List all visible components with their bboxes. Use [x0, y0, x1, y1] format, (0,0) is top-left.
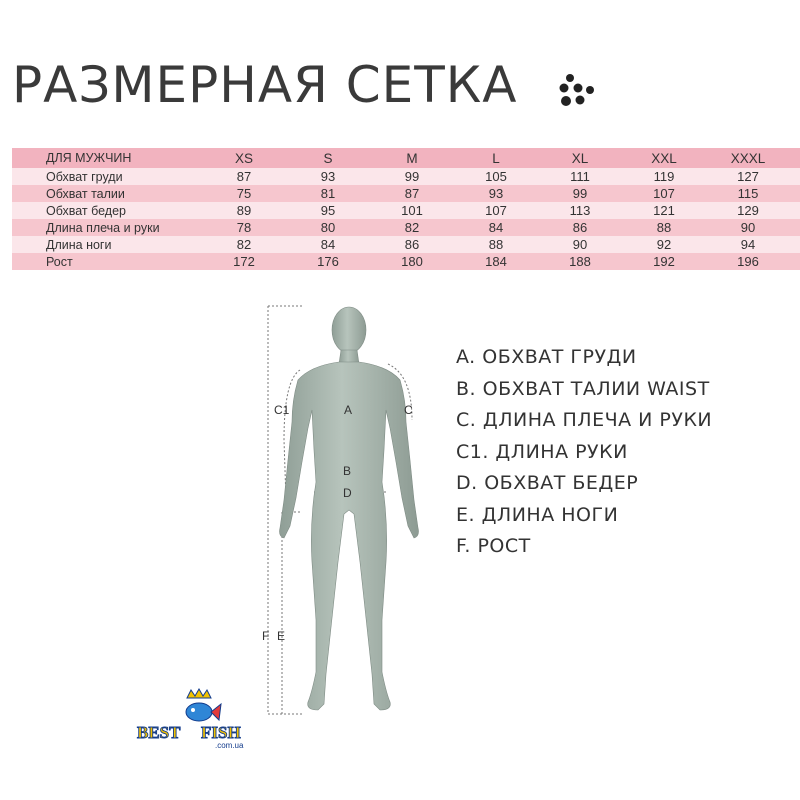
- table-cell: 111: [570, 169, 590, 184]
- table-cell: 95: [320, 203, 336, 218]
- logo-domain: .com.ua: [215, 741, 244, 750]
- table-cell: 82: [404, 220, 420, 235]
- table-cell: 172: [233, 254, 255, 269]
- size-header: XXL: [651, 150, 677, 166]
- table-cell: 119: [653, 169, 675, 184]
- bestfish-logo: [135, 688, 260, 754]
- legend-item: E. ДЛИНА НОГИ: [456, 503, 619, 526]
- size-header: XL: [571, 150, 589, 166]
- legend-item: A. ОБХВАТ ГРУДИ: [456, 346, 637, 368]
- table-cell: 78: [236, 220, 252, 235]
- table-cell: 92: [656, 237, 672, 252]
- label-f: F: [262, 629, 270, 643]
- legend-item: F. РОСТ: [456, 535, 531, 557]
- table-cell: 107: [653, 186, 675, 201]
- table-header-label: ДЛЯ МУЖЧИН: [46, 151, 132, 165]
- table-cell: 84: [488, 220, 504, 235]
- label-c1: C1: [274, 403, 290, 417]
- table-cell: 90: [740, 220, 756, 235]
- row-label: Рост: [46, 254, 73, 269]
- size-header: S: [323, 150, 333, 166]
- size-header: M: [406, 150, 418, 166]
- label-a: A: [344, 403, 353, 417]
- table-cell: 86: [572, 220, 588, 235]
- size-table: [12, 148, 800, 270]
- table-row: [12, 253, 800, 270]
- table-cell: 80: [320, 220, 336, 235]
- table-row: [12, 202, 800, 219]
- legend-item: C. ДЛИНА ПЛЕЧА И РУКИ: [456, 409, 713, 431]
- size-header: XS: [234, 150, 253, 166]
- table-cell: 84: [320, 237, 336, 252]
- table-cell: 105: [485, 169, 507, 184]
- label-d: D: [343, 486, 352, 500]
- table-row: [12, 185, 800, 202]
- table-cell: 93: [320, 169, 336, 184]
- table-cell: 115: [737, 186, 759, 201]
- table-cell: 180: [401, 254, 423, 269]
- table-cell: 129: [737, 203, 759, 218]
- size-header: XXXL: [730, 150, 766, 166]
- row-label: Обхват груди: [46, 169, 123, 184]
- logo-word-best: BEST: [137, 723, 181, 742]
- table-cell: 99: [404, 169, 420, 184]
- legend-item: D. ОБХВАТ БЕДЕР: [456, 472, 639, 494]
- table-cell: 107: [485, 203, 507, 218]
- table-row: [12, 168, 800, 185]
- measurement-legend: [456, 342, 712, 563]
- body-figure: [262, 300, 458, 720]
- table-cell: 192: [653, 254, 675, 269]
- logo-word-fish: FISH: [201, 723, 241, 742]
- table-cell: 101: [401, 203, 423, 218]
- size-header: L: [492, 150, 500, 166]
- legend-item: B. ОБХВАТ ТАЛИИ WAIST: [456, 377, 710, 400]
- label-c: C: [404, 403, 413, 417]
- table-cell: 113: [569, 203, 591, 218]
- table-cell: 89: [236, 203, 252, 218]
- legend-item: C1. ДЛИНА РУКИ: [456, 440, 628, 463]
- table-header-row: [12, 148, 800, 168]
- table-cell: 127: [737, 169, 759, 184]
- table-cell: 90: [572, 237, 588, 252]
- row-label: Длина ноги: [46, 237, 112, 252]
- table-cell: 184: [485, 254, 507, 269]
- table-cell: 93: [488, 186, 504, 201]
- table-cell: 188: [569, 254, 591, 269]
- table-cell: 82: [236, 237, 252, 252]
- row-label: Длина плеча и руки: [46, 220, 160, 235]
- table-cell: 75: [236, 186, 252, 201]
- table-cell: 99: [572, 186, 588, 201]
- table-cell: 196: [737, 254, 759, 269]
- table-cell: 88: [488, 237, 504, 252]
- table-cell: 86: [404, 237, 420, 252]
- row-label: Обхват бедер: [46, 203, 126, 218]
- table-cell: 176: [317, 254, 339, 269]
- page-title: РАЗМЕРНАЯ СЕТКА: [12, 56, 518, 114]
- table-cell: 88: [656, 220, 672, 235]
- row-label: Обхват талии: [46, 186, 125, 201]
- brand-dots-icon: [556, 72, 600, 116]
- label-e: E: [277, 629, 286, 643]
- table-cell: 87: [404, 186, 420, 201]
- table-cell: 94: [740, 237, 756, 252]
- table-row: [12, 236, 800, 253]
- table-cell: 87: [236, 169, 252, 184]
- table-cell: 121: [653, 203, 675, 218]
- table-row: [12, 219, 800, 236]
- label-b: B: [343, 464, 352, 478]
- table-cell: 81: [320, 186, 336, 201]
